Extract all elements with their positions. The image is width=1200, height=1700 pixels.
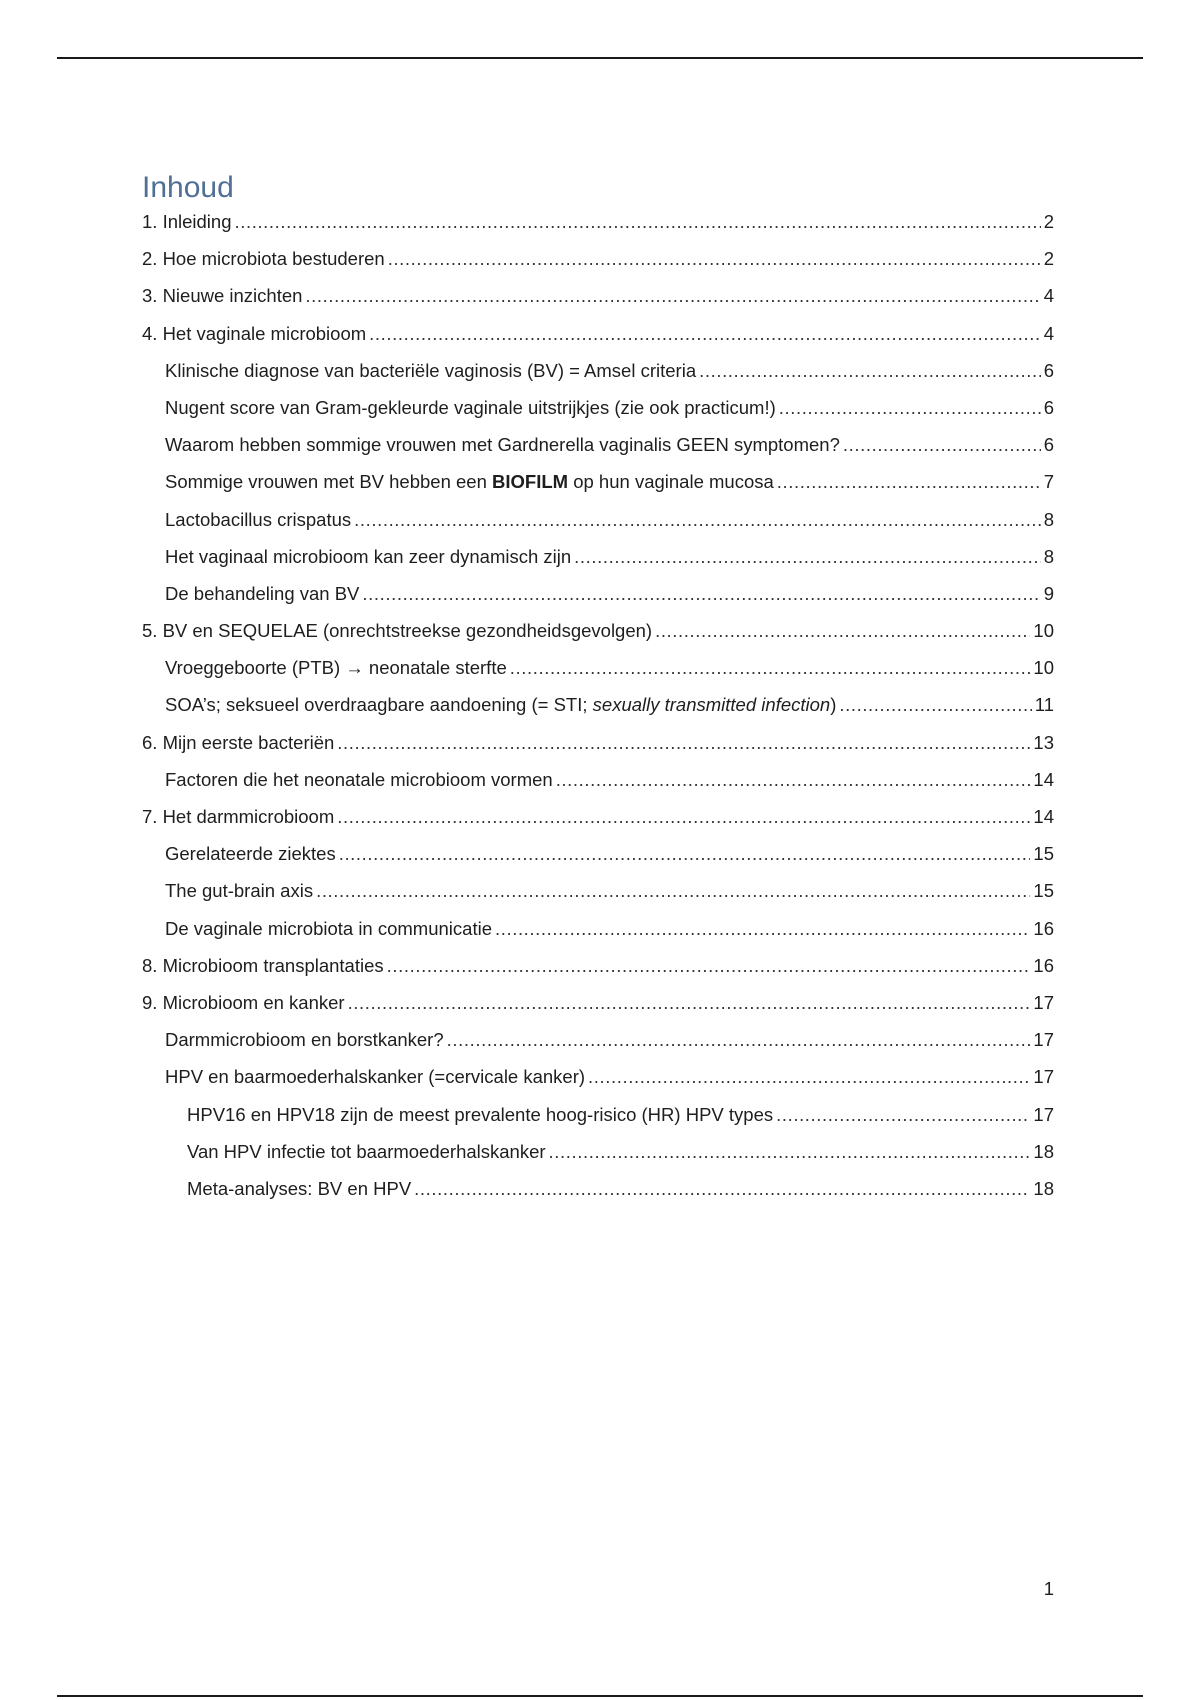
toc-entry-page: 2	[1043, 248, 1054, 270]
dot-leader	[655, 616, 1030, 646]
toc-entry-title: 4. Het vaginale microbioom	[142, 322, 367, 344]
toc-entry-title: Meta-analyses: BV en HPV	[187, 1177, 412, 1199]
dot-leader	[414, 1174, 1030, 1204]
toc-entry-page: 10	[1033, 620, 1054, 642]
toc-entry-page: 8	[1043, 545, 1054, 567]
toc-entry-title: 8. Microbioom transplantaties	[142, 954, 384, 976]
toc-entry-page: 10	[1033, 657, 1054, 679]
dot-leader	[699, 356, 1041, 386]
dot-leader	[549, 1137, 1031, 1167]
toc-entry-page: 18	[1033, 1140, 1054, 1162]
toc-entry-page: 8	[1043, 508, 1054, 530]
toc-entry-title: 5. BV en SEQUELAE (onrechtstreekse gezondheidsgevolgen)	[142, 620, 653, 642]
toc-entry[interactable]	[142, 505, 1054, 542]
toc-entry[interactable]	[142, 839, 1054, 876]
toc-entry[interactable]	[142, 1137, 1054, 1174]
toc-entry[interactable]	[142, 244, 1054, 281]
toc-entry-page: 15	[1033, 843, 1054, 865]
toc-entry[interactable]	[142, 1100, 1054, 1137]
toc-entry-title: 7. Het darmmicrobioom	[142, 806, 335, 827]
dot-leader	[337, 728, 1030, 758]
toc-entry[interactable]	[142, 579, 1054, 616]
toc-entry-page: 17	[1033, 991, 1054, 1013]
dot-leader	[588, 1062, 1030, 1092]
dot-leader	[779, 393, 1041, 423]
toc-entry-title-part: op hun vaginale mucosa	[568, 471, 774, 493]
toc-entry[interactable]	[142, 356, 1054, 393]
toc-heading: Inhoud	[142, 171, 234, 204]
toc-entry-page: 11	[1034, 694, 1054, 716]
toc-entry-title: Waarom hebben sommige vrouwen met Gardnerella vaginalis GEEN symptomen?	[165, 434, 840, 456]
dot-leader	[337, 802, 1030, 832]
toc-entry-title: 3. Nieuwe inzichten	[142, 285, 303, 307]
toc-entry-page: 16	[1033, 917, 1054, 939]
toc-entry-page: 17	[1033, 1029, 1054, 1051]
dot-leader	[369, 319, 1041, 349]
toc-entry[interactable]	[142, 319, 1054, 356]
toc-entry-title	[165, 690, 836, 720]
dot-leader	[510, 653, 1031, 683]
dot-leader	[339, 839, 1031, 869]
toc-entry[interactable]	[142, 1025, 1054, 1062]
page-number: 1	[1043, 1578, 1054, 1599]
toc-entry-title-part: )	[830, 694, 837, 716]
toc-entry[interactable]	[142, 951, 1054, 988]
dot-leader	[839, 690, 1031, 720]
toc-entry-title: Van HPV infectie tot baarmoederhalskanker	[187, 1140, 546, 1162]
footer-rule	[57, 1695, 1143, 1697]
toc-entry-title	[165, 467, 774, 497]
toc-entry-title: Het vaginaal microbioom kan zeer dynamisch zijn	[165, 545, 572, 567]
toc-entry-page: 15	[1033, 880, 1054, 902]
toc-entry-title: Nugent score van Gram-gekleurde vaginale uitstrijkjes (zie ook practicum!)	[165, 396, 776, 418]
toc-entry-page: 14	[1033, 768, 1054, 790]
toc-entry-title-part: SOA’s; seksueel overdraagbare aandoening (= STI;	[165, 694, 593, 716]
toc-entry[interactable]	[142, 765, 1054, 802]
toc-entry[interactable]	[142, 728, 1054, 765]
toc-entry[interactable]	[142, 207, 1054, 244]
table-of-contents	[142, 207, 1054, 1211]
toc-entry[interactable]	[142, 467, 1054, 504]
toc-entry-page: 14	[1033, 806, 1054, 827]
dot-leader	[387, 951, 1031, 981]
toc-entry[interactable]	[142, 430, 1054, 467]
toc-entry-title: 9. Microbioom en kanker	[142, 991, 345, 1013]
toc-entry-page: 4	[1043, 285, 1054, 307]
toc-entry[interactable]	[142, 690, 1054, 727]
toc-entry-page: 17	[1033, 1103, 1054, 1125]
toc-entry-title-part: sexually transmitted infection	[592, 694, 831, 716]
toc-entry[interactable]	[142, 988, 1054, 1025]
dot-leader	[316, 876, 1030, 906]
toc-entry-page: 6	[1043, 359, 1054, 381]
toc-entry-title-part: Sommige vrouwen met BV hebben een	[165, 471, 493, 493]
toc-entry-page: 9	[1043, 582, 1054, 604]
toc-entry-title: Gerelateerde ziektes	[165, 843, 336, 865]
toc-entry-page: 18	[1033, 1177, 1054, 1199]
toc-entry[interactable]	[142, 393, 1054, 430]
dot-leader	[495, 914, 1030, 944]
dot-leader	[354, 505, 1041, 535]
toc-entry-title: De behandeling van BV	[165, 582, 360, 604]
dot-leader	[574, 542, 1041, 572]
dot-leader	[388, 244, 1041, 274]
toc-entry[interactable]	[142, 802, 1054, 839]
toc-entry-title: 2. Hoe microbiota bestuderen	[142, 248, 385, 270]
toc-entry[interactable]	[142, 1174, 1054, 1211]
toc-entry-title-part: BIOFILM	[492, 471, 569, 493]
toc-entry-page: 2	[1043, 211, 1054, 232]
dot-leader	[556, 765, 1031, 795]
dot-leader	[348, 988, 1031, 1018]
toc-entry-title: De vaginale microbiota in communicatie	[165, 917, 492, 939]
dot-leader	[362, 579, 1040, 609]
toc-entry[interactable]	[142, 1062, 1054, 1099]
toc-entry-title: 6. Mijn eerste bacteriën	[142, 731, 335, 753]
toc-entry-title: 1. Inleiding	[142, 211, 232, 232]
dot-leader	[776, 1100, 1030, 1130]
toc-entry[interactable]	[142, 616, 1054, 653]
dot-leader	[447, 1025, 1031, 1055]
toc-entry[interactable]	[142, 876, 1054, 913]
toc-entry-page: 6	[1043, 434, 1054, 456]
dot-leader	[843, 430, 1041, 460]
toc-entry-page: 7	[1043, 471, 1054, 493]
header-rule	[57, 57, 1143, 59]
dot-leader	[305, 281, 1040, 311]
toc-entry-title: Vroeggeboorte (PTB) → neonatale sterfte	[165, 657, 507, 679]
toc-entry[interactable]	[142, 542, 1054, 579]
toc-entry-title: HPV en baarmoederhalskanker (=cervicale kanker)	[165, 1066, 586, 1088]
toc-entry-page: 16	[1033, 954, 1054, 976]
toc-entry-title: Darmmicrobioom en borstkanker?	[165, 1029, 444, 1051]
toc-entry[interactable]	[142, 653, 1054, 690]
toc-entry[interactable]	[142, 914, 1054, 951]
toc-entry-title: HPV16 en HPV18 zijn de meest prevalente hoog-risico (HR) HPV types	[187, 1103, 774, 1125]
toc-entry-title: Factoren die het neonatale microbioom vormen	[165, 768, 553, 790]
toc-entry-title: The gut-brain axis	[165, 880, 314, 902]
toc-entry[interactable]	[142, 281, 1054, 318]
dot-leader	[777, 467, 1041, 497]
toc-entry-page: 13	[1033, 731, 1054, 753]
toc-entry-page: 17	[1033, 1066, 1054, 1088]
toc-entry-title: Lactobacillus crispatus	[165, 508, 352, 530]
toc-entry-page: 6	[1043, 396, 1054, 418]
dot-leader	[234, 207, 1040, 237]
toc-entry-page: 4	[1043, 322, 1054, 344]
toc-entry-title: Klinische diagnose van bacteriële vaginosis (BV) = Amsel criteria	[165, 359, 697, 381]
